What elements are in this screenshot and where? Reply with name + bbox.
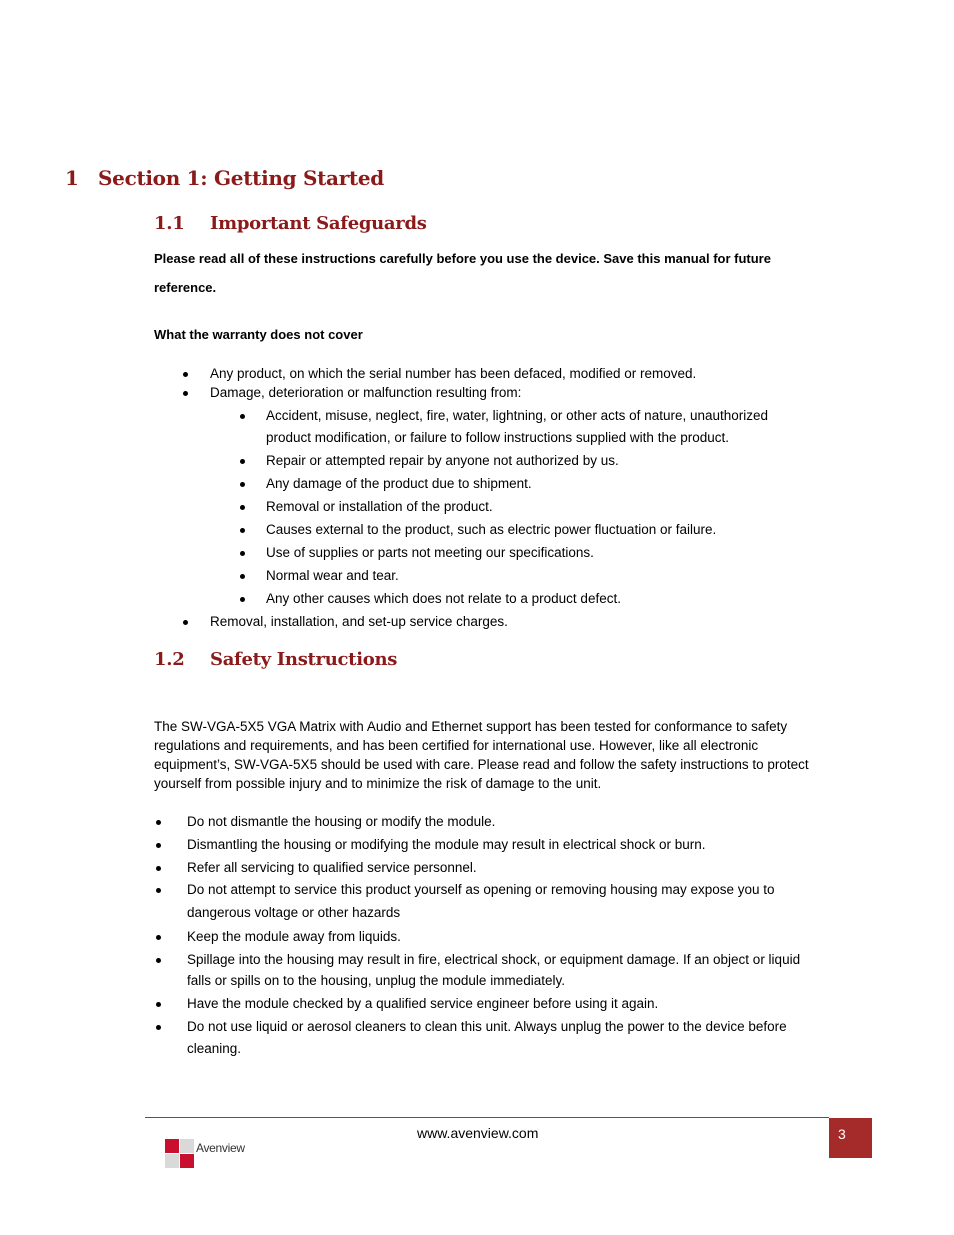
bullet-icon bbox=[156, 1002, 161, 1007]
safety-heading bbox=[154, 649, 397, 670]
section-number: 1 bbox=[65, 166, 79, 190]
safeguards-heading bbox=[154, 213, 427, 234]
bullet-icon bbox=[156, 888, 161, 893]
safety-paragraph-line: yourself from possible injury and to minimize the risk of damage to the unit. bbox=[154, 776, 602, 791]
warranty-item: Any product, on which the serial number has been defaced, modified or removed. bbox=[210, 366, 697, 381]
intro-line-2: reference. bbox=[154, 280, 217, 295]
logo-square-icon bbox=[165, 1139, 179, 1153]
avenview-logo bbox=[165, 1139, 265, 1179]
safety-title: Safety Instructions bbox=[210, 649, 398, 670]
warranty-subitem: Use of supplies or parts not meeting our specifications. bbox=[266, 545, 594, 560]
safety-item: Keep the module away from liquids. bbox=[187, 929, 401, 944]
safety-item-cont: cleaning. bbox=[187, 1041, 242, 1056]
warranty-item: Removal, installation, and set-up service charges. bbox=[210, 614, 508, 629]
bullet-icon bbox=[156, 958, 161, 963]
bullet-icon bbox=[156, 935, 161, 940]
bullet-icon bbox=[240, 597, 245, 602]
warranty-subitem: Removal or installation of the product. bbox=[266, 499, 493, 514]
bullet-icon bbox=[240, 482, 245, 487]
intro-line-1: Please read all of these instructions carefully before you use the device. Save this manual for future bbox=[154, 251, 771, 266]
safeguards-number: 1.1 bbox=[154, 213, 185, 234]
safety-item: Do not use liquid or aerosol cleaners to clean this unit. Always unplug the power to the device before bbox=[187, 1019, 787, 1034]
logo-square-icon bbox=[180, 1154, 194, 1168]
bullet-icon bbox=[240, 459, 245, 464]
bullet-icon bbox=[240, 551, 245, 556]
bullet-icon bbox=[240, 574, 245, 579]
warranty-item: Damage, deterioration or malfunction resulting from: bbox=[210, 385, 522, 400]
safeguards-title: Important Safeguards bbox=[210, 213, 427, 234]
footer-divider bbox=[145, 1117, 829, 1118]
bullet-icon bbox=[183, 372, 188, 377]
bullet-icon bbox=[156, 843, 161, 848]
warranty-subitem: Repair or attempted repair by anyone not authorized by us. bbox=[266, 453, 619, 468]
warranty-heading: What the warranty does not cover bbox=[154, 327, 363, 342]
safety-item: Have the module checked by a qualified service engineer before using it again. bbox=[187, 996, 659, 1011]
safety-paragraph-line: equipment’s, SW-VGA-5X5 should be used with care. Please read and follow the safety instructions to protect bbox=[154, 757, 809, 772]
warranty-subitem: Accident, misuse, neglect, fire, water, lightning, or other acts of nature, unauthorized bbox=[266, 408, 769, 423]
logo-text: Avenview bbox=[196, 1141, 245, 1155]
safety-item: Do not attempt to service this product yourself as opening or removing housing may expose you to bbox=[187, 882, 775, 897]
logo-square-icon bbox=[165, 1154, 179, 1168]
warranty-subitem: Any damage of the product due to shipment. bbox=[266, 476, 532, 491]
bullet-icon bbox=[156, 866, 161, 871]
section-title: Section 1: Getting Started bbox=[98, 166, 384, 190]
safety-paragraph-line: regulations and requirements, and has been certified for international use. However, like all electronic bbox=[154, 738, 759, 753]
section-heading bbox=[65, 166, 384, 190]
warranty-subitem: Normal wear and tear. bbox=[266, 568, 399, 583]
safety-item: Spillage into the housing may result in fire, electrical shock, or equipment damage. If an object or liquid bbox=[187, 952, 801, 967]
footer-url[interactable]: www.avenview.com bbox=[417, 1125, 539, 1141]
safety-item: Do not dismantle the housing or modify the module. bbox=[187, 814, 496, 829]
safety-item: Dismantling the housing or modifying the module may result in electrical shock or burn. bbox=[187, 837, 706, 852]
safety-item-cont: falls or spills on to the housing, unplug the module immediately. bbox=[187, 973, 565, 988]
safety-item: Refer all servicing to qualified service personnel. bbox=[187, 860, 477, 875]
bullet-icon bbox=[156, 1025, 161, 1030]
safety-item-cont: dangerous voltage or other hazards bbox=[187, 905, 401, 920]
bullet-icon bbox=[183, 620, 188, 625]
bullet-icon bbox=[183, 391, 188, 396]
warranty-subitem: Any other causes which does not relate to a product defect. bbox=[266, 591, 621, 606]
bullet-icon bbox=[240, 414, 245, 419]
safety-number: 1.2 bbox=[154, 649, 185, 670]
safety-paragraph-line: The SW-VGA-5X5 VGA Matrix with Audio and Ethernet support has been tested for conformance to safety bbox=[154, 719, 788, 734]
bullet-icon bbox=[240, 505, 245, 510]
warranty-subitem-cont: product modification, or failure to follow instructions supplied with the product. bbox=[266, 430, 729, 445]
logo-square-icon bbox=[180, 1139, 194, 1153]
warranty-subitem: Causes external to the product, such as electric power fluctuation or failure. bbox=[266, 522, 717, 537]
bullet-icon bbox=[240, 528, 245, 533]
bullet-icon bbox=[156, 820, 161, 825]
page-number: 3 bbox=[829, 1118, 872, 1158]
